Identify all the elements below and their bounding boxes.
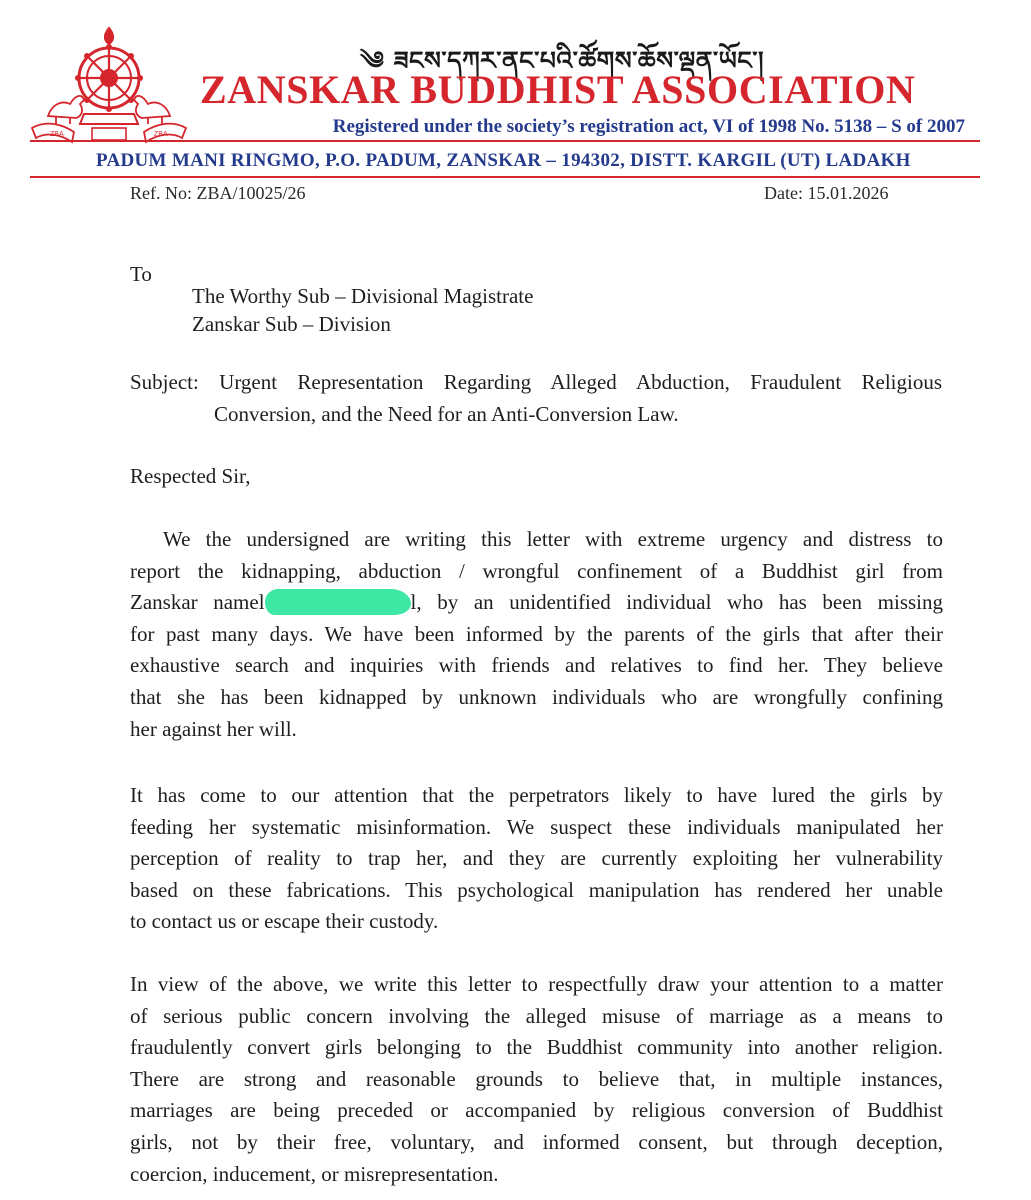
paragraph-line: her against her will. (130, 716, 297, 741)
paragraph-line: There are strong and reasonable grounds to believe that, in multiple instances, (130, 1066, 943, 1091)
recipient-line-1: The Worthy Sub – Divisional Magistrate (192, 284, 534, 308)
paragraph-line: of serious public concern involving the alleged misuse of marriage as a means to (130, 1003, 943, 1028)
reference-number: Ref. No: ZBA/10025/26 (130, 183, 306, 203)
redacted-line-after: l, by an unidentified individual who has been missing (410, 590, 943, 615)
redacted-line-before: Zanskar namel (130, 590, 265, 615)
paragraph-line: to contact us or escape their custody. (130, 909, 439, 934)
paragraph-line: report the kidnapping, abduction / wrongful confinement of a Buddhist girl from (130, 558, 943, 583)
subject-line-1 (130, 366, 942, 398)
paragraph-line: exhaustive search and inquiries with friends and relatives to find her. They believe (130, 653, 943, 678)
association-logo (26, 24, 192, 148)
logo-banner-right-text: ZBA (154, 131, 168, 138)
paragraph-2 (130, 780, 943, 938)
paragraph-1 (130, 524, 943, 745)
subject-block (130, 366, 942, 430)
paragraph-line: for past many days. We have been informed by the parents of the girls that after their (130, 621, 943, 646)
paragraph-line: coercion, inducement, or misrepresentation. (130, 1161, 499, 1186)
header-divider-bottom (30, 176, 980, 178)
address-line: PADUM MANI RINGMO, P.O. PADUM, ZANSKAR – 194302, DISTT. KARGIL (UT) LADAKH (96, 150, 911, 171)
paragraph-line: feeding her systematic misinformation. We suspect these individuals manipulated her (130, 814, 943, 839)
redaction-mark (265, 589, 411, 615)
subject-label: Subject: (130, 370, 199, 394)
paragraph-line: In view of the above, we write this letter to respectfully draw your attention to a matter (130, 972, 943, 996)
recipient-block (192, 282, 533, 338)
subject-text-1: Urgent Representation Regarding Alleged Abduction, Fraudulent Religious (219, 370, 943, 394)
paragraph-line: fraudulently convert girls belonging to the Buddhist community into another religion. (130, 1035, 943, 1060)
subject-line-2: Conversion, and the Need for an Anti-Conversion Law. (214, 402, 679, 426)
organization-name: ZANSKAR BUDDHIST ASSOCIATION (200, 67, 916, 112)
paragraph-line: girls, not by their free, voluntary, and informed consent, but through deception, (130, 1129, 943, 1154)
paragraph-line: based on these fabrications. This psychological manipulation has rendered her unable (130, 877, 943, 902)
to-label: To (130, 262, 152, 286)
paragraph-line-redacted (130, 587, 943, 619)
logo-banner-left-text: ZBA (50, 131, 64, 138)
paragraph-line: marriages are being preceded or accompanied by religious conversion of Buddhist (130, 1098, 943, 1123)
recipient-line-2: Zanskar Sub – Division (192, 312, 391, 336)
header-divider-top (30, 140, 980, 142)
paragraph-line: that she has been kidnapped by unknown individuals who are wrongfully confining (130, 684, 943, 709)
tibetan-heading: ༄ ཟངས་དཀར་ནང་པའི་ཚོགས་ཆོས་ལྡན་ཡོང་། (360, 46, 765, 75)
paragraph-line: It has come to our attention that the perpetrators likely to have lured the girls by (130, 783, 943, 807)
letter-date: Date: 15.01.2026 (764, 183, 889, 203)
paragraph-line: We the undersigned are writing this letter with extreme urgency and distress to (163, 527, 943, 551)
salutation: Respected Sir, (130, 464, 251, 488)
paragraph-3 (130, 969, 943, 1190)
registration-line: Registered under the society’s registration act, VI of 1998 No. 5138 – S of 2007 (332, 116, 965, 137)
paragraph-line: perception of reality to trap her, and they are currently exploiting her vulnerability (130, 846, 943, 871)
